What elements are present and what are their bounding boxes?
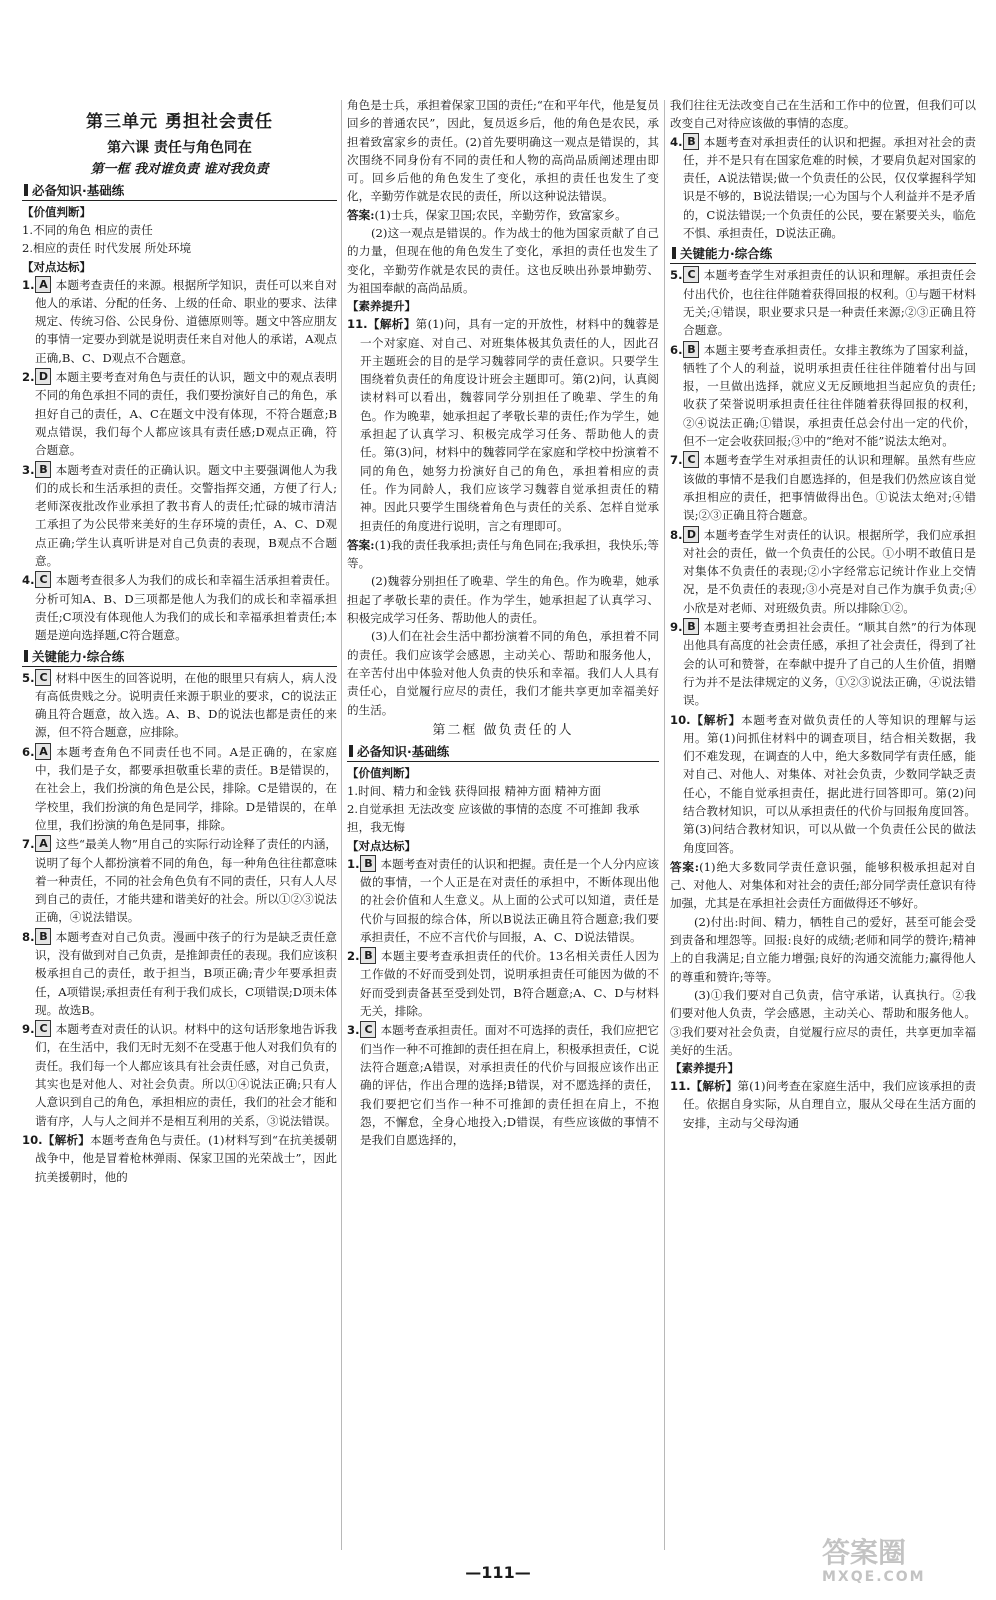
- answer-letter: B: [35, 928, 51, 945]
- question-number: 9.: [670, 620, 683, 635]
- question-explanation: 本题考查对责任的正确认识。题文中主要强调他人为我们的成长和生活承担的责任。交警指挥交通，方便了行人;老师深夜批改作业承担了教书育人的责任;忙碌的城市清洁工承担了为公民带来美好的生存环境的责任，A、C、D观点正确;学生认真听讲是对自己负责的表现，B观点不合题意。: [35, 462, 337, 569]
- page-number: —111—: [465, 1563, 531, 1582]
- answer-letter: B: [683, 618, 699, 635]
- question-item: [670, 341, 976, 451]
- question-number: 8.: [22, 929, 35, 944]
- question-number: 2.: [22, 370, 35, 385]
- question-number: 1.: [22, 277, 35, 292]
- answer-letter: B: [683, 133, 699, 150]
- answer-text: (2)魏蓉分别担任了晚辈、学生的角色。作为晚辈，她承担起了孝敬长辈的责任。作为学生，她承担起了认真学习、积极完成学习任务、帮助他人的责任。: [347, 574, 659, 626]
- question-number: 9.: [22, 1022, 35, 1037]
- question-item: [347, 947, 659, 1020]
- sub-heading: 【素养提升】: [670, 1061, 739, 1076]
- answer-letter: D: [683, 526, 699, 543]
- answer-text: (2)这一观点是错误的。作为战士的他为国家贡献了自己的力量，但现在他的角色发生了变化，承担的责任也发生了变化，辛勤劳作就是农民的责任。这也反映出孙景坤勤劳、为祖国奉献的高尚品质。: [347, 226, 659, 295]
- question-explanation: 第(1)问考查在家庭生活中，我们应该承担的责任。依据自身实际，从自理自立，服从父母在生活方面的安排，主动与父母沟通: [683, 1079, 976, 1130]
- question-explanation: 本题考查学生对责任的认识。根据所学，我们应承担对社会的责任，做一个负责任的公民。①小明不敢值日是对集体不负责任的表现;②小字经常忘记统计作业上交情况，是不负责任的表现;③小亮是对自己作为旗手负责;④小欣是对老师、对班级负责。所以排除①②。: [683, 527, 976, 615]
- section-heading-text: 必备知识·基础练: [32, 183, 125, 198]
- question-number: 7.: [670, 453, 683, 468]
- question-item: [22, 276, 337, 367]
- question-item: [22, 461, 337, 571]
- sub-heading: 【价值判断】: [347, 765, 416, 780]
- question-explanation: 本题主要考查勇担社会责任。“顺其自然”的行为体现出他具有高度的社会责任感，承担了社会责任，得到了社会的认可和赞誉，在奉献中提升了自己的人生价值，捐赠行为并不是法律规定的义务，①②③说法正确，④说法错误。: [683, 620, 976, 708]
- value-judgment-line: 2.自觉承担 无法改变 应该做的事情的态度 不可推卸 我承担，我无悔: [347, 802, 640, 835]
- question-number: 7.: [22, 837, 35, 852]
- analysis-tag: 【解析】: [42, 1132, 91, 1147]
- answer-letter: B: [35, 461, 51, 478]
- answer-letter: A: [35, 835, 51, 852]
- question-number: 11.: [670, 1079, 691, 1094]
- section-bar-icon: [672, 247, 676, 259]
- answer-text: (3)人们在社会生活中都扮演着不同的角色，承担着不同的责任。我们应该学会感恩，主动关心、帮助和服务他人，在辛苦付出中体验对他人负责的快乐和幸福。我们人人具有责任心，自觉履行应尽的责任，我们才能共享更加幸福美好的生活。: [347, 629, 659, 717]
- answer-letter: C: [35, 1020, 51, 1037]
- analysis-tag: 【解析】: [690, 712, 742, 727]
- question-number: 6.: [670, 342, 683, 357]
- answer-label: 答案:: [347, 537, 375, 552]
- question-number: 3.: [347, 1023, 360, 1038]
- answer-letter: C: [35, 571, 51, 588]
- answer-text: (1)我的责任我承担;责任与角色同在;我承担，我快乐;等等。: [347, 537, 659, 571]
- question-explanation: 本题考查对做负责任的人等知识的理解与运用。第(1)问抓住材料中的调查项目，结合相关数据，我们不难发现，在调查的人中，绝大多数同学有责任感，能对自己、对他人、对集体、对社会负责，少数同学缺乏责任心，不能自觉承担责任，据此进行回答即可。第(2)问结合教材知识，可以从承担责任的代价与回报角度回答。第(3)问结合教材知识，可以从做一个负责任公民的做法角度回答。: [683, 712, 976, 855]
- lesson-title: 第六课 责任与角色同在: [107, 140, 252, 156]
- question-number: 8.: [670, 527, 683, 542]
- question-explanation: 本题考查很多人为我们的成长和幸福生活承担着责任。分析可知A、B、D三项都是他人为我们的成长和幸福承担责任;C项没有体现他人为我们的成长和幸福承担着责任;本题是逆向选择题,C符合题意。: [35, 573, 337, 643]
- answer-letter: B: [683, 341, 699, 358]
- section-bar-icon: [24, 650, 28, 662]
- sub-heading: 【对点达标】: [22, 259, 91, 274]
- question-item: [22, 928, 337, 1019]
- answer-letter: D: [35, 368, 51, 385]
- question-explanation: 本题考查学生对承担责任的认识和理解。承担责任会付出代价，也往往伴随着获得回报的权利。①与题干材料无关;④错误，职业要求只是一种责任来源;②③正确且符合题意。: [683, 268, 976, 338]
- question-explanation: 本题考查对责任的认识。材料中的这句话形象地告诉我们，在生活中，我们无时无刻不在受惠于他人对我们负有的责任。我们每一个人都应该具有社会责任感，对自己负责，其实也是对他人、对社会负责。所以①④说法正确;只有人人意识到自己的角色，承担相应的责任，我们的社会才能和谐有序，人与人之间并不是相互利用的关系，③说法错误。: [35, 1022, 337, 1128]
- section-heading: [347, 742, 659, 762]
- section-heading: [670, 244, 976, 264]
- column-middle: [347, 96, 659, 1561]
- question-number: 5.: [22, 670, 35, 685]
- answer-block: [347, 206, 659, 224]
- frame-title: 第二框 做负责任的人: [432, 722, 574, 738]
- sub-heading: 【素养提升】: [347, 299, 416, 314]
- question-item: [670, 526, 976, 617]
- question-explanation: 本题考查承担责任。面对不可选择的责任，我们应把它们当作一种不可推卸的责任担在肩上，积极承担责任，C说法符合题意;A错误，对承担责任的代价与回报应该作出正确的评估，作出合理的选择;B错误，对不愿选择的责任，我们要把它们当作一种不可推卸的责任担在肩上，不抱怨，不懈怠，全身心地投入;D错误，有些应该做的事情不是我们自愿选择的，: [360, 1023, 659, 1148]
- question-explanation: 第(1)问，具有一定的开放性，材料中的魏蓉是一个对家庭、对自己、对班集体极其负责任的人，因此召开主题班会的目的是学习魏蓉同学的责任意识。只要学生围绕着负责任的角度设计班会主题即可。第(2)问，认真阅读材料可以看出，魏蓉同学分别担任了晚辈、学生的角色。作为晚辈，她承担起了孝敬长辈的责任;作为学生，她承担起了认真学习、积极完成学习任务、帮助他人的责任。第(3)问，材料中的魏蓉同学在家庭和学校中扮演着不同的角色，她努力扮演好自己的角色，承担着相应的责任。作为同龄人，我们应该学习魏蓉自觉承担责任的精神。因此只要学生围绕着角色与责任的关系、怎样自觉承担责任的角度进行说明，言之有理即可。: [360, 317, 659, 533]
- column-left: [22, 96, 337, 1561]
- question-explanation: 本题考查对责任的认识和把握。责任是一个人分内应该做的事情，一个人正是在对责任的承担中，不断体现出他的社会价值和人生意义。从上面的公式可以知道，责任是代价与回报的综合体，所以B说法正确且符合题意;我们要承担责任，不应不言代价与回报，A、C、D说法错误。: [360, 856, 659, 944]
- question-explanation: 本题考查学生对承担责任的认识和理解。虽然有些应该做的事情不是我们自愿选择的，但是我们仍然应该自觉承担相应的责任，把事情做得出色。①说法太绝对;④错误;②③正确且符合题意。: [683, 453, 976, 523]
- question-explanation: 本题主要考查承担责任的代价。13名相关责任人因为工作做的不好而受到处罚，说明承担责任可能因为做的不好而受到责备甚至受到处罚，B符合题意;A、C、D与材料无关，排除。: [360, 949, 659, 1019]
- question-item: [670, 451, 976, 524]
- column-divider: [664, 100, 665, 1550]
- question-explanation: 本题考查角色不同责任也不同。A是正确的，在家庭中，我们是子女，都要承担敬重长辈的责任。B是错误的，在社会上，我们扮演的角色是公民，排除。C是错误的，在学校里，我们扮演的角色是同学，排除。D是错误的，在单位里，我们扮演的角色是同事，排除。: [35, 744, 337, 832]
- answer-label: 答案:: [347, 207, 375, 222]
- question-explanation: 本题考查对承担责任的认识和把握。承担对社会的责任，并不是只有在国家危难的时候，才要肩负起对国家的责任，A说法错误;做一个负责任的公民，仅仅掌握科学知识是不够的，B说法错误;一心为国与个人利益并不是矛盾的，C说法错误;一个负责任的公民，要在紧要关头，临危不惧、承担责任，D说法正确。: [683, 134, 976, 241]
- answer-letter: C: [683, 451, 699, 468]
- section-heading-text: 关键能力·综合练: [680, 246, 773, 262]
- frame-title: 第一框 我对谁负责 谁对我负责: [90, 162, 269, 177]
- answer-label: 答案:: [670, 859, 700, 874]
- answer-letter: C: [360, 1021, 376, 1038]
- section-heading: [22, 647, 337, 667]
- question-item: [670, 1077, 976, 1132]
- question-number: 5.: [670, 268, 683, 283]
- question-explanation: 本题考查对自己负责。漫画中孩子的行为是缺乏责任意识，没有做到对自己负责，是推卸责任的表现。我们应该积极承担自己的责任，敢于担当，B项正确;青少年要承担责任，A项错误;承担责任有利于我们成长，C项错误;D项未体现。故选B。: [35, 929, 337, 1017]
- section-bar-icon: [349, 745, 353, 757]
- answer-letter: B: [360, 855, 376, 872]
- question-item: [670, 618, 976, 709]
- question-explanation: 本题主要考查承担责任。女排主教练为了国家利益，牺牲了个人的利益，说明承担责任往往伴随着付出与回报，一旦做出选择，就应义无反顾地担当起应负的责任;收获了荣誉说明承担责任往往伴随着获得回报的权利，②④说法正确;①错误，承担责任总会付出一定的代价，但不一定会收获回报;③中的“绝对不能”说法太绝对。: [683, 342, 976, 449]
- question-item: [22, 368, 337, 459]
- analysis-tag: 【解析】: [690, 1079, 738, 1094]
- value-judgment-line: 2.相应的责任 时代发展 所处环境: [22, 241, 192, 256]
- section-heading-text: 关键能力·综合练: [32, 648, 125, 664]
- value-judgment-line: 1.时间、精力和金钱 获得回报 精神方面 精神方面: [347, 783, 601, 798]
- question-item: [22, 1131, 337, 1186]
- question-number: 11.: [347, 317, 368, 332]
- question-explanation: 本题考查责任的来源。根据所学知识，责任可以来自对他人的承诺、分配的任务、上级的任命、职业的要求、法律规定、传统习俗、公民身份、道德原则等。题文中答应朋友的事情一定要办到就是说明责任来自对他人的承诺，A观点正确,B、C、D观点不合题意。: [35, 277, 337, 365]
- question-explanation: 本题主要考查对角色与责任的认识，题文中的观点表明不同的角色承担不同的责任，我们要扮演好自己的角色，承担好自己的责任，A、C在题文中没有体现，不符合题意;B观点错误，我们每个人都应该具有责任感;D观点正确，符合题意。: [35, 370, 337, 458]
- answer-letter: B: [360, 947, 376, 964]
- answer-letter: C: [35, 669, 51, 686]
- question-item: [22, 1020, 337, 1130]
- question-number: 10.: [670, 712, 691, 727]
- answer-letter: C: [683, 266, 699, 283]
- answer-text: (3)①我们要对自己负责，信守承诺，认真执行。②我们要对他人负责，学会感恩，主动关心、帮助和服务他人。③我们要对社会负责，自觉履行应尽的责任，共享更加幸福美好的生活。: [670, 987, 976, 1057]
- question-explanation: 这些“最美人物”用自己的实际行动诠释了责任的内涵，说明了每个人都扮演着不同的角色，每一种角色往往都意味着一种责任，不同的社会角色负有不同的责任，只有人人尽到自己的责任，才能共建和谐美好的社会。所以①②③说法正确，④说法错误。: [35, 837, 337, 925]
- unit-title: 第三单元 勇担社会责任: [86, 112, 273, 132]
- value-judgment-line: 1.不同的角色 相应的责任: [22, 223, 153, 237]
- column-divider: [341, 100, 342, 1550]
- question-item: [347, 315, 659, 535]
- answer-letter: A: [35, 276, 51, 293]
- answer-text: (2)付出:时间、精力，牺牲自己的爱好，甚至可能会受到责备和埋怨等。回报:良好的成绩;老师和同学的赞许;精神上的自我满足;自立能力增强;良好的沟通交流能力;赢得他人的尊重和赞许;等等。: [670, 914, 976, 984]
- watermark-url: MXQE.COM: [822, 1569, 926, 1585]
- sub-heading: 【价值判断】: [22, 205, 91, 219]
- question-item: [22, 743, 337, 834]
- question-explanation: 材料中医生的回答说明，在他的眼里只有病人，病人没有高低贵贱之分。说明责任来源于职业的要求，C的说法正确且符合题意，故入选。A、B、D的说法也都是责任的来源，但不符合题意，应排除。: [35, 670, 337, 740]
- question-item: [670, 133, 976, 243]
- question-item: [670, 711, 976, 857]
- watermark-logo: [822, 1538, 972, 1590]
- question-item: [22, 669, 337, 742]
- sub-heading: 【对点达标】: [347, 838, 416, 853]
- section-heading: [22, 181, 337, 201]
- question-item: [670, 266, 976, 339]
- column-right: [670, 96, 976, 1561]
- answer-text: (1)士兵，保家卫国;农民，辛勤劳作，致富家乡。: [374, 207, 627, 222]
- section-bar-icon: [24, 184, 28, 196]
- question-item: [347, 1021, 659, 1149]
- question-number: 4.: [22, 573, 35, 588]
- question-number: 10.: [22, 1132, 43, 1147]
- question-item: [347, 855, 659, 946]
- answer-block: [670, 858, 976, 913]
- question-number: 1.: [347, 856, 360, 871]
- question-number: 6.: [22, 744, 35, 759]
- question-number: 3.: [22, 462, 35, 477]
- question-item: [22, 835, 337, 926]
- question-number: 2.: [347, 949, 360, 964]
- watermark-title: 答案圈: [822, 1536, 907, 1569]
- explanation-continued: 角色是士兵，承担着保家卫国的责任;“在和平年代，他是复员回乡的普通农民”，因此，复员返乡后，他的角色是农民，承担着致富家乡的责任。(2)首先要明确这一观点是错误的，其次围绕不同身份有不同的责任和人物的高尚品质阐述理由即可。回乡后他的角色发生了变化，承担的责任也发生了变化，辛勤劳作就是农民的责任，所以这种说法错误。: [347, 98, 659, 204]
- analysis-tag: 【解析】: [367, 317, 416, 332]
- question-number: 4.: [670, 134, 683, 149]
- answer-block: [347, 536, 659, 573]
- question-explanation: 本题考查角色与责任。(1)材料写到“在抗美援朝战争中，他是冒着枪林弹雨、保家卫国的光荣战士”，因此抗美援朝时，他的: [35, 1132, 337, 1184]
- answer-text: (1)绝大多数同学责任意识强，能够积极承担起对自己、对他人、对集体和对社会的责任;部分同学责任意识有待加强，尤其是在承担社会责任方面做得还不够好。: [670, 859, 976, 911]
- section-heading-text: 必备知识·基础练: [357, 743, 450, 759]
- question-item: [22, 571, 337, 644]
- answer-letter: A: [35, 743, 51, 760]
- explanation-continued: 我们往往无法改变自己在生活和工作中的位置，但我们可以改变自己对待应该做的事情的态度。: [670, 98, 976, 131]
